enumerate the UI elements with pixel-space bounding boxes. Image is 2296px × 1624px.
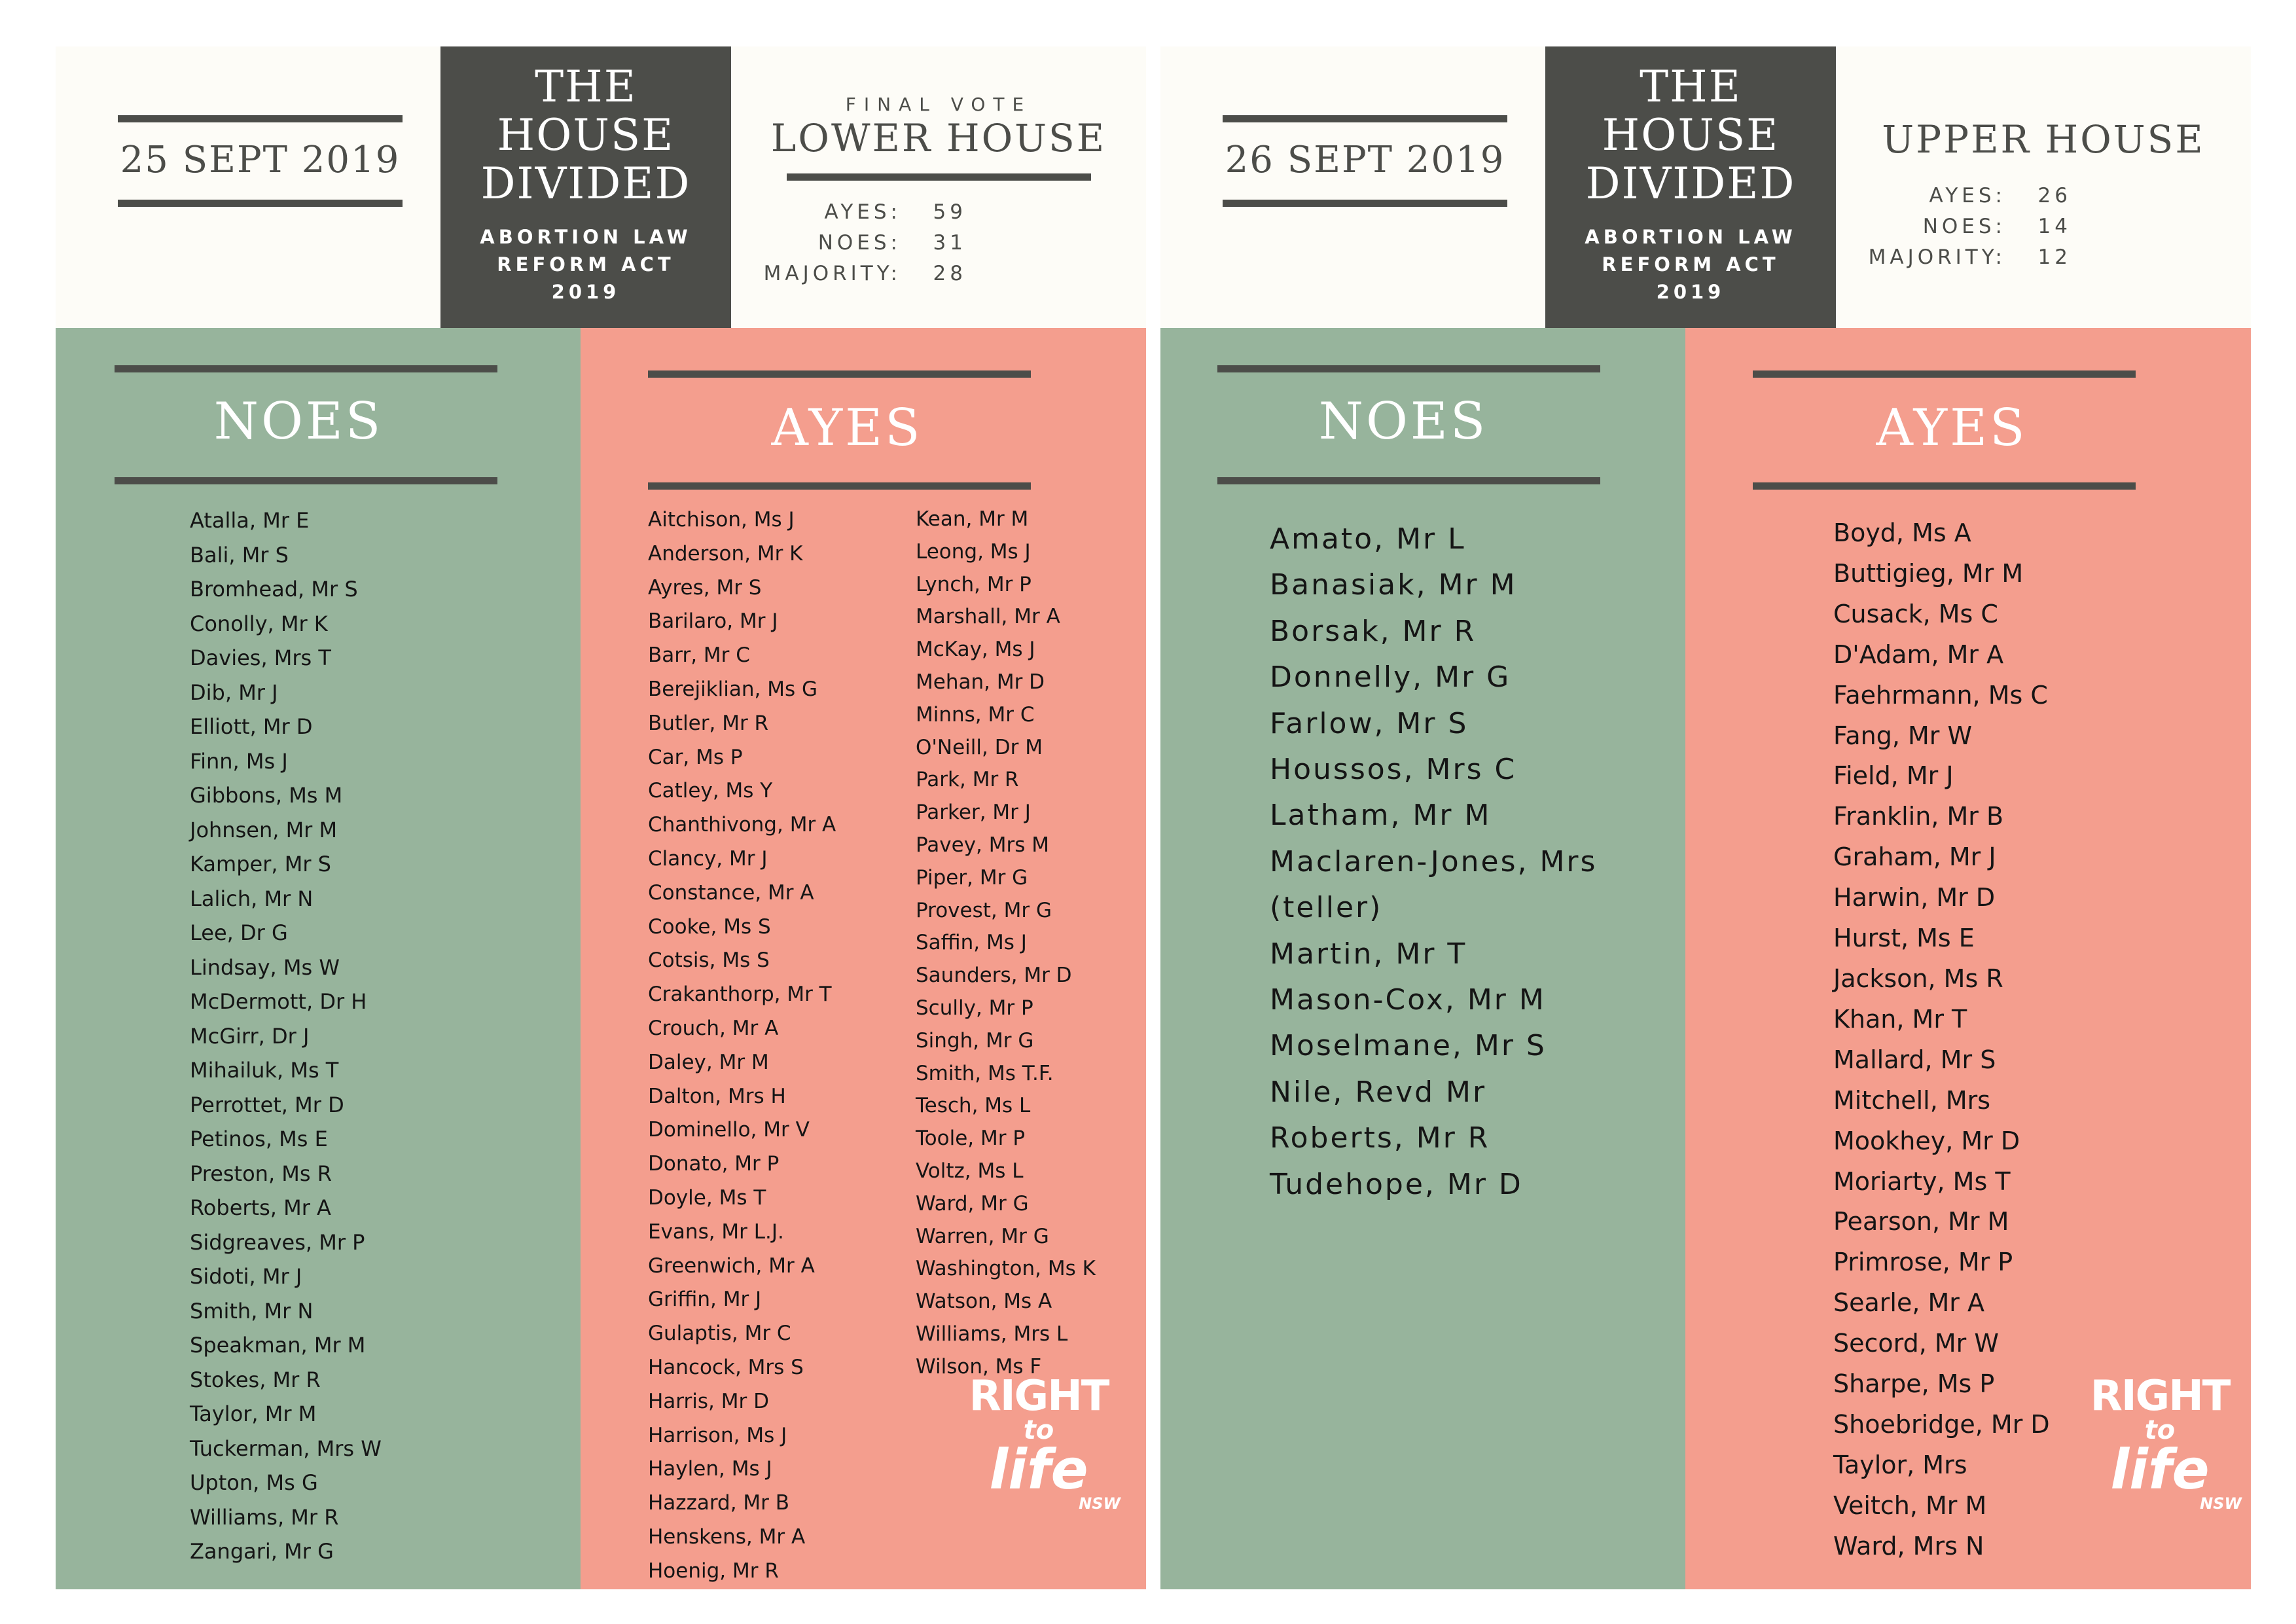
member-name: Watson, Ms A	[916, 1290, 1052, 1314]
tally-label: MAJORITY:	[763, 262, 901, 285]
member-name: Cusack, Ms C	[1833, 599, 1998, 628]
member-name: Chanthivong, Mr A	[648, 813, 836, 837]
member-name: Butler, Mr R	[648, 711, 769, 735]
member-name: Henskens, Mr A	[648, 1525, 806, 1549]
member-name: McDermott, Dr H	[190, 989, 367, 1014]
member-name: Mallard, Mr S	[1833, 1045, 1996, 1074]
member-name: Dalton, Mrs H	[648, 1084, 786, 1108]
divider-rule	[115, 365, 497, 372]
logo-text: RIGHT	[969, 1372, 1109, 1420]
logo-text: life	[2110, 1437, 2210, 1502]
member-name: Cotsis, Ms S	[648, 948, 770, 973]
member-name: D'Adam, Mr A	[1833, 640, 2004, 669]
member-name: Provest, Mr G	[916, 898, 1052, 922]
member-name: Sidoti, Mr J	[190, 1264, 302, 1289]
member-name: O'Neill, Dr M	[916, 735, 1043, 759]
member-name: Finn, Ms J	[190, 748, 288, 774]
member-name: Perrottet, Mr D	[190, 1092, 344, 1117]
member-name: Voltz, Ms L	[916, 1159, 1024, 1183]
member-name: Fang, Mr W	[1833, 721, 1973, 750]
logo-text: NSW	[1079, 1494, 1121, 1513]
member-name: Houssos, Mrs C	[1270, 753, 1517, 787]
member-name: Tesch, Ms L	[916, 1094, 1031, 1118]
vote-date: 26 SEPT 2019	[1225, 139, 1505, 181]
ayes-list	[916, 503, 1096, 1384]
member-name: Williams, Mrs L	[916, 1322, 1068, 1346]
member-name: Ward, Mrs N	[1833, 1531, 1984, 1561]
tally-label: AYES:	[1929, 184, 2006, 208]
divider-rule	[1223, 200, 1507, 207]
member-name: Bromhead, Mr S	[190, 577, 358, 602]
title-subheading	[1545, 223, 1836, 306]
member-name: Atalla, Mr E	[190, 508, 310, 533]
member-name: Haylen, Ms J	[648, 1457, 772, 1481]
member-name: Dominello, Mr V	[648, 1118, 810, 1142]
member-name: Saffin, Ms J	[916, 931, 1027, 955]
member-name: Washington, Ms K	[916, 1257, 1096, 1281]
member-name: Minns, Mr C	[916, 702, 1035, 727]
ayes-heading: AYES	[1876, 399, 2028, 458]
member-name: Harris, Mr D	[648, 1389, 769, 1413]
member-name: Smith, Ms T.F.	[916, 1061, 1054, 1085]
member-name: Lynch, Mr P	[916, 572, 1031, 596]
member-name: Kamper, Mr S	[190, 852, 331, 876]
vote-summary	[1836, 46, 2251, 328]
member-name: Mason-Cox, Mr M	[1270, 983, 1546, 1017]
member-name: Lee, Dr G	[190, 920, 288, 945]
member-name: Smith, Mr N	[190, 1298, 314, 1324]
member-name: Roberts, Mr R	[1270, 1121, 1490, 1155]
member-name: Shoebridge, Mr D	[1833, 1409, 2050, 1439]
member-name: Pavey, Mrs M	[916, 833, 1050, 857]
member-name: Marshall, Mr A	[916, 605, 1060, 629]
member-name: Williams, Mr R	[190, 1504, 339, 1530]
tally-row	[1836, 242, 2072, 273]
member-name: Buttigieg, Mr M	[1833, 558, 2024, 588]
member-name: Harrison, Ms J	[648, 1423, 787, 1447]
member-name: Graham, Mr J	[1833, 842, 1996, 872]
member-name: Upton, Ms G	[190, 1470, 318, 1495]
tally-label: NOES:	[817, 231, 901, 255]
member-name: Secord, Mr W	[1833, 1329, 1999, 1358]
tally-row	[731, 197, 967, 228]
member-name: Saunders, Mr D	[916, 964, 1072, 988]
vote-tally	[1836, 181, 2072, 273]
member-name: Donnelly, Mr G	[1270, 660, 1511, 695]
member-name: Elliott, Mr D	[190, 714, 313, 739]
tally-label: AYES:	[824, 200, 901, 224]
member-name: Evans, Mr L.J.	[648, 1219, 784, 1244]
right-to-life-logo	[957, 1372, 1121, 1513]
divider-rule	[118, 200, 403, 207]
tally-value: 26	[2037, 184, 2072, 208]
member-name: Banasiak, Mr M	[1270, 568, 1517, 602]
divider-rule	[1217, 477, 1600, 484]
member-name: Parker, Mr J	[916, 801, 1031, 825]
member-name: Johnsen, Mr M	[190, 817, 338, 842]
divider-rule	[1223, 115, 1507, 122]
member-name: Berejiklian, Ms G	[648, 677, 818, 701]
upper-house-panel	[1160, 46, 2251, 1589]
divider-rule	[648, 370, 1031, 378]
member-name: Taylor, Mrs	[1833, 1450, 1967, 1479]
ayes-column	[1685, 328, 2251, 1589]
tally-value: 14	[2037, 215, 2072, 238]
ayes-column	[581, 328, 1146, 1589]
member-name: Barilaro, Mr J	[648, 609, 778, 634]
member-name: Speakman, Mr M	[190, 1333, 366, 1358]
member-name: Park, Mr R	[916, 768, 1019, 792]
date-block	[118, 115, 403, 207]
tally-label: NOES:	[1922, 215, 2006, 238]
noes-heading: NOES	[1318, 392, 1488, 451]
panel-header	[1160, 46, 2251, 328]
logo-text: to	[1023, 1415, 1054, 1445]
subtitle-line: REFORM ACT	[1602, 253, 1780, 276]
divider-rule	[1753, 482, 2136, 490]
member-name: Kean, Mr M	[916, 507, 1029, 531]
noes-list	[1270, 516, 1597, 1208]
member-name: Moselmane, Mr S	[1270, 1029, 1547, 1063]
member-name: Mehan, Mr D	[916, 670, 1045, 694]
member-name: Franklin, Mr B	[1833, 802, 2004, 831]
lower-house-panel	[56, 46, 1146, 1589]
ayes-list	[648, 503, 836, 1589]
member-name: Crakanthorp, Mr T	[648, 983, 832, 1007]
member-name: Scully, Mr P	[916, 996, 1033, 1020]
member-name: Jackson, Ms R	[1833, 964, 2003, 993]
member-name: Hoenig, Mr R	[648, 1559, 779, 1583]
noes-list	[190, 503, 382, 1569]
member-name: Sidgreaves, Mr P	[190, 1229, 365, 1255]
subtitle-line: REFORM ACT	[497, 253, 675, 276]
member-name: Roberts, Mr A	[190, 1195, 331, 1220]
member-name: Lalich, Mr N	[190, 886, 314, 911]
tally-row	[731, 259, 967, 289]
logo-text: RIGHT	[2090, 1372, 2230, 1420]
divider-rule	[118, 115, 403, 122]
noes-heading: NOES	[213, 392, 384, 451]
tally-value: 59	[933, 200, 967, 224]
member-name: Constance, Mr A	[648, 880, 814, 905]
member-name: Borsak, Mr R	[1270, 614, 1477, 648]
vote-tally	[731, 197, 967, 289]
noes-column	[56, 328, 581, 1589]
title-line: THE	[1640, 62, 1742, 112]
member-name: Petinos, Ms E	[190, 1127, 328, 1151]
member-name: Nile, Revd Mr	[1270, 1075, 1487, 1109]
member-name: Doyle, Ms T	[648, 1185, 766, 1210]
member-name: Boyd, Ms A	[1833, 518, 1971, 547]
member-name: Stokes, Mr R	[190, 1367, 321, 1392]
house-name: UPPER HOUSE	[1882, 117, 2205, 162]
title-line: HOUSE	[497, 110, 675, 160]
member-name: Griffin, Mr J	[648, 1288, 762, 1312]
title-heading	[440, 63, 731, 208]
logo-text: life	[989, 1437, 1088, 1502]
tally-row	[1836, 181, 2072, 211]
member-name: Faehrmann, Ms C	[1833, 680, 2048, 710]
member-name: Moriarty, Ms T	[1833, 1166, 2011, 1196]
subtitle-line: 2019	[1656, 281, 1725, 303]
subtitle-line: ABORTION LAW	[1585, 226, 1797, 248]
title-line: DIVIDED	[480, 158, 691, 209]
divider-rule	[1753, 370, 2136, 378]
vote-date: 25 SEPT 2019	[120, 139, 401, 181]
member-name: Donato, Mr P	[648, 1152, 780, 1176]
title-line: HOUSE	[1602, 110, 1780, 160]
member-name: Dib, Mr J	[190, 679, 278, 705]
member-name: Searle, Mr A	[1833, 1288, 1984, 1318]
member-name: Crouch, Mr A	[648, 1016, 779, 1040]
title-line: DIVIDED	[1585, 158, 1796, 209]
member-name: Preston, Ms R	[190, 1161, 332, 1186]
logo-text: to	[2144, 1415, 2176, 1445]
member-name: Piper, Mr G	[916, 865, 1028, 890]
subtitle-line: 2019	[551, 281, 620, 303]
title-box	[440, 46, 731, 328]
member-name: Khan, Mr T	[1833, 1004, 1967, 1034]
title-subheading	[440, 223, 731, 306]
title-heading	[1545, 63, 1836, 208]
title-line: THE	[535, 62, 637, 112]
tally-row	[731, 228, 967, 259]
member-name: Clancy, Mr J	[648, 846, 768, 871]
vote-summary	[731, 46, 1146, 328]
title-box	[1545, 46, 1836, 328]
member-name: Barr, Mr C	[648, 643, 750, 668]
member-name: Mookhey, Mr D	[1833, 1126, 2020, 1155]
divider-rule	[648, 482, 1031, 490]
member-name: Mitchell, Mrs	[1833, 1085, 1991, 1115]
member-name: Aitchison, Ms J	[648, 508, 795, 532]
divider-rule	[115, 477, 497, 484]
date-block	[1223, 115, 1507, 207]
member-name: Field, Mr J	[1833, 761, 1954, 791]
member-name: McKay, Ms J	[916, 638, 1035, 662]
member-name: Anderson, Mr K	[648, 541, 803, 566]
member-name: Gulaptis, Mr C	[648, 1322, 791, 1346]
member-name: McGirr, Dr J	[190, 1023, 310, 1049]
tally-row	[1836, 211, 2072, 242]
subtitle-line: ABORTION LAW	[480, 226, 692, 248]
vote-caption: FINAL VOTE	[845, 94, 1032, 115]
member-name: Veitch, Mr M	[1833, 1490, 1987, 1520]
member-name: Toole, Mr P	[916, 1127, 1026, 1151]
member-name: Ayres, Mr S	[648, 575, 762, 600]
member-name: Taylor, Mr M	[190, 1401, 317, 1426]
member-name: (teller)	[1270, 891, 1383, 925]
ayes-list	[1833, 513, 2050, 1567]
member-name: Sharpe, Ms P	[1833, 1369, 1995, 1399]
member-name: Mihailuk, Ms T	[190, 1058, 339, 1083]
tally-value: 31	[933, 231, 967, 255]
member-name: Cooke, Ms S	[648, 914, 771, 939]
member-name: Leong, Ms J	[916, 539, 1031, 564]
member-name: Tuckerman, Mrs W	[190, 1435, 382, 1461]
member-name: Greenwich, Mr A	[648, 1254, 815, 1278]
noes-column	[1160, 328, 1685, 1589]
member-name: Hancock, Mrs S	[648, 1355, 804, 1379]
member-name: Maclaren-Jones, Mrs	[1270, 844, 1598, 878]
member-name: Conolly, Mr K	[190, 611, 328, 636]
member-name: Lindsay, Ms W	[190, 954, 340, 980]
divider-rule	[1217, 365, 1600, 372]
member-name: Singh, Mr G	[916, 1028, 1034, 1053]
member-name: Zangari, Mr G	[190, 1539, 334, 1564]
right-to-life-logo	[2078, 1372, 2242, 1513]
logo-text: NSW	[2200, 1494, 2242, 1513]
member-name: Farlow, Mr S	[1270, 706, 1469, 740]
member-name: Latham, Mr M	[1270, 799, 1492, 833]
member-name: Martin, Mr T	[1270, 937, 1467, 971]
member-name: Pearson, Mr M	[1833, 1207, 2009, 1236]
member-name: Wilson, Ms F	[916, 1354, 1042, 1379]
member-name: Catley, Ms Y	[648, 779, 773, 803]
member-name: Warren, Mr G	[916, 1224, 1049, 1248]
member-name: Tudehope, Mr D	[1270, 1167, 1523, 1201]
member-name: Hurst, Ms E	[1833, 924, 1975, 953]
member-name: Daley, Mr M	[648, 1050, 769, 1074]
member-name: Davies, Mrs T	[190, 645, 331, 670]
member-name: Car, Ms P	[648, 745, 743, 769]
ayes-heading: AYES	[771, 399, 923, 458]
member-name: Hazzard, Mr B	[648, 1491, 790, 1515]
member-name: Bali, Mr S	[190, 542, 289, 568]
divider-rule	[787, 173, 1091, 181]
tally-value: 12	[2037, 245, 2072, 269]
member-name: Gibbons, Ms M	[190, 783, 343, 808]
member-name: Harwin, Mr D	[1833, 883, 1996, 912]
member-name: Primrose, Mr P	[1833, 1248, 2013, 1277]
house-name: LOWER HOUSE	[770, 116, 1107, 160]
member-name: Amato, Mr L	[1270, 522, 1466, 556]
tally-value: 28	[933, 262, 967, 285]
panel-header	[56, 46, 1146, 328]
tally-label: MAJORITY:	[1868, 245, 2006, 269]
member-name: Ward, Mr G	[916, 1191, 1029, 1216]
